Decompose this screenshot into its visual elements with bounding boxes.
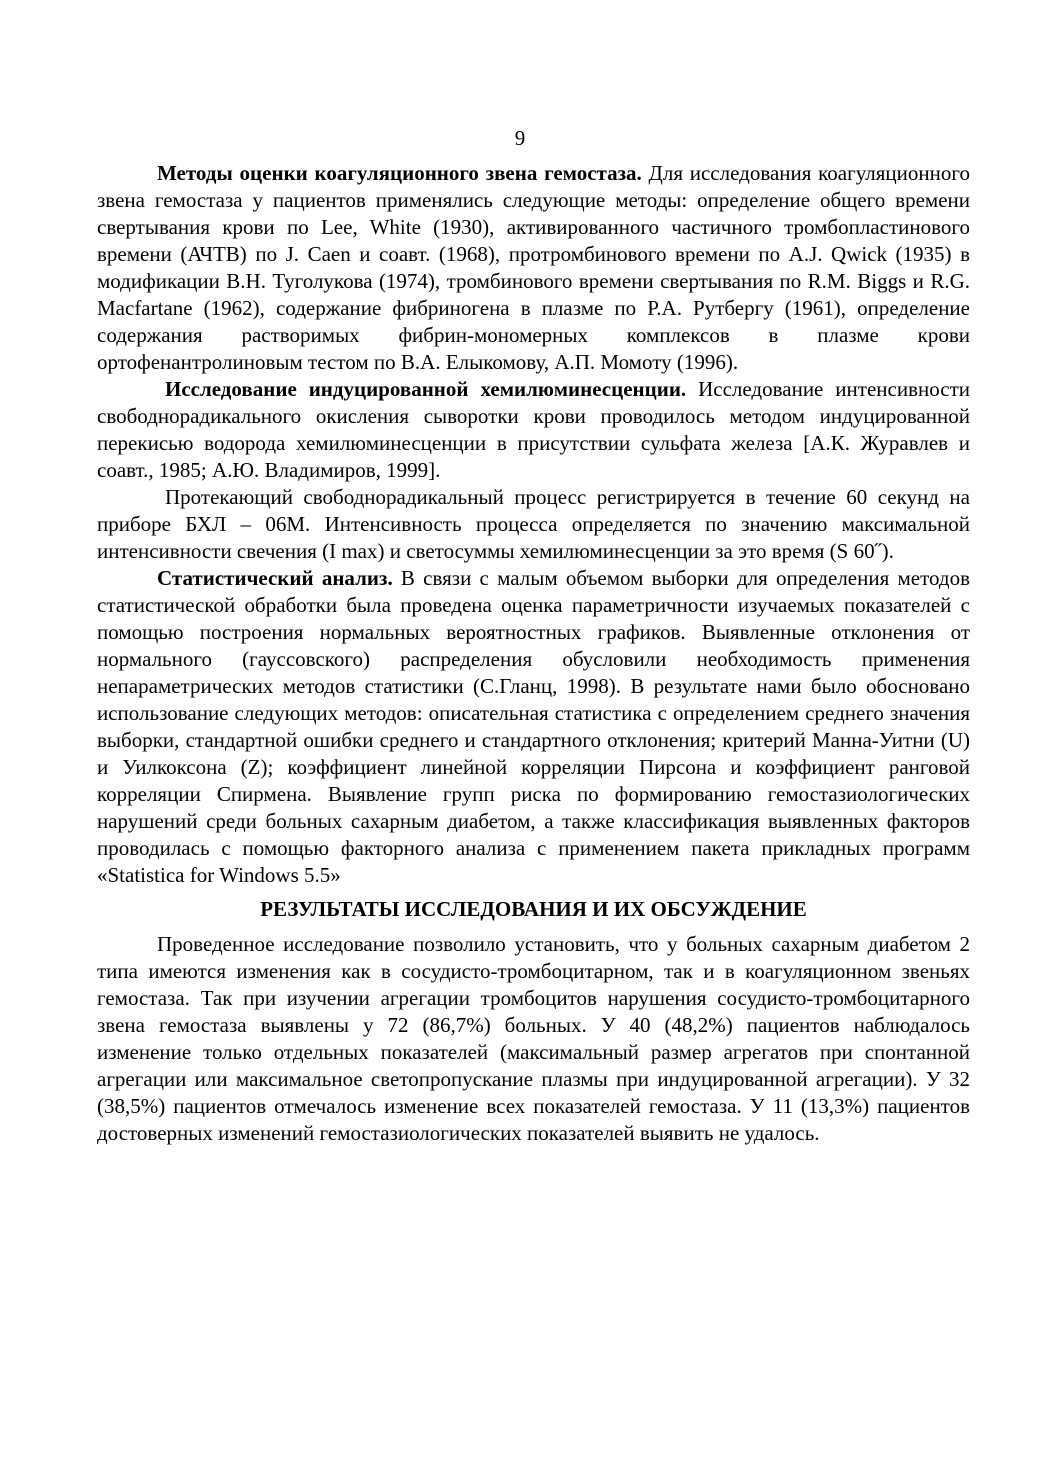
paragraph-heading-coagulation-methods: Методы оценки коагуляционного звена гемостаза.	[157, 161, 642, 185]
paragraph-heading-statistics: Статистический анализ.	[157, 566, 393, 590]
paragraph-coagulation-methods	[97, 160, 970, 376]
page-number: 9	[514, 126, 526, 150]
paragraph-heading-chemiluminescence: Исследование индуцированной хемилюминесценции.	[165, 377, 687, 401]
page-content	[97, 160, 970, 1147]
paragraph-text-chemiluminescence: Исследование интенсивности свободнорадикального окисления сыворотки крови проводилось методом индуцированной перекисью водорода хемилюминесценции в присутствии сульфата железа [А.К. Журавлев и соавт., 1985; А.Ю. Владимиров, 1999].	[97, 377, 970, 482]
paragraph-statistics	[97, 565, 970, 889]
paragraph-results: Проведенное исследование позволило установить, что у больных сахарным диабетом 2 типа имеются изменения как в сосудисто-тромбоцитарном, так и в коагуляционном звеньях гемостаза. Так при изучении агрегации тромбоцитов нарушения сосудисто-тромбоцитарного звена гемостаза выявлены у 72 (86,7%) больных. У 40 (48,2%) пациентов наблюдалось изменение только отдельных показателей (максимальный размер агрегатов при спонтанной агрегации или максимальное светопропускание плазмы при индуцированной агрегации). У 32 (38,5%) пациентов отмечалось изменение всех показателей гемостаза. У 11 (13,3%) пациентов достоверных изменений гемостазиологических показателей выявить не удалось.	[97, 932, 970, 1145]
paragraph-chemiluminescence	[97, 376, 970, 484]
section-heading-results: РЕЗУЛЬТАТЫ ИССЛЕДОВАНИЯ И ИХ ОБСУЖДЕНИЕ	[260, 897, 807, 921]
paragraph-text-statistics: В связи с малым объемом выборки для определения методов статистической обработки была проведена оценка параметричности изучаемых показателей с помощью построения нормальных вероятностных графиков. Выявленные отклонения от нормального (гауссовского) распределения обусловили необходимость применения непараметрических методов статистики (С.Гланц, 1998). В результате нами было обосновано использование следующих методов: описательная статистика с определением среднего значения выборки, стандартной ошибки среднего и стандартного отклонения; критерий Манна-Уитни (U) и Уилкоксона (Z); коэффициент линейной корреляции Пирсона и коэффициент ранговой корреляции Спирмена. Выявление групп риска по формированию гемостазиологических нарушений среди больных сахарным диабетом, а также классификация выявленных факторов проводилась с помощью факторного анализа с применением пакета прикладных программ «Statistica for Windows 5.5»	[97, 566, 971, 887]
paragraph-text-coagulation-methods: Для исследования коагуляционного звена гемостаза у пациентов применялись следующие методы: определение общего времени свертывания крови по Lee, White (1930), активированного частичного тромбопластинового времени (АЧТВ) по J. Caen и соавт. (1968), протромбинового времени по A.J. Qwick (1935) в модификации В.Н. Туголукова (1974), тромбинового времени свертывания по R.M. Biggs и R.G. Macfartane (1962), содержание фибриногена в плазме по Р.А. Рутбергу (1961), определение содержания растворимых фибрин-мономерных комплексов в плазме крови ортофенантролиновым тестом по В.А. Елыкомову, А.П. Момоту (1996).	[97, 161, 970, 374]
paragraph-process: Протекающий свободнорадикальный процесс регистрируется в течение 60 секунд на приборе БХЛ – 06М. Интенсивность процесса определяется по значению максимальной интенсивности свечения (I max) и светосуммы хемилюминесценции за это время (S 60˝).	[97, 485, 970, 563]
